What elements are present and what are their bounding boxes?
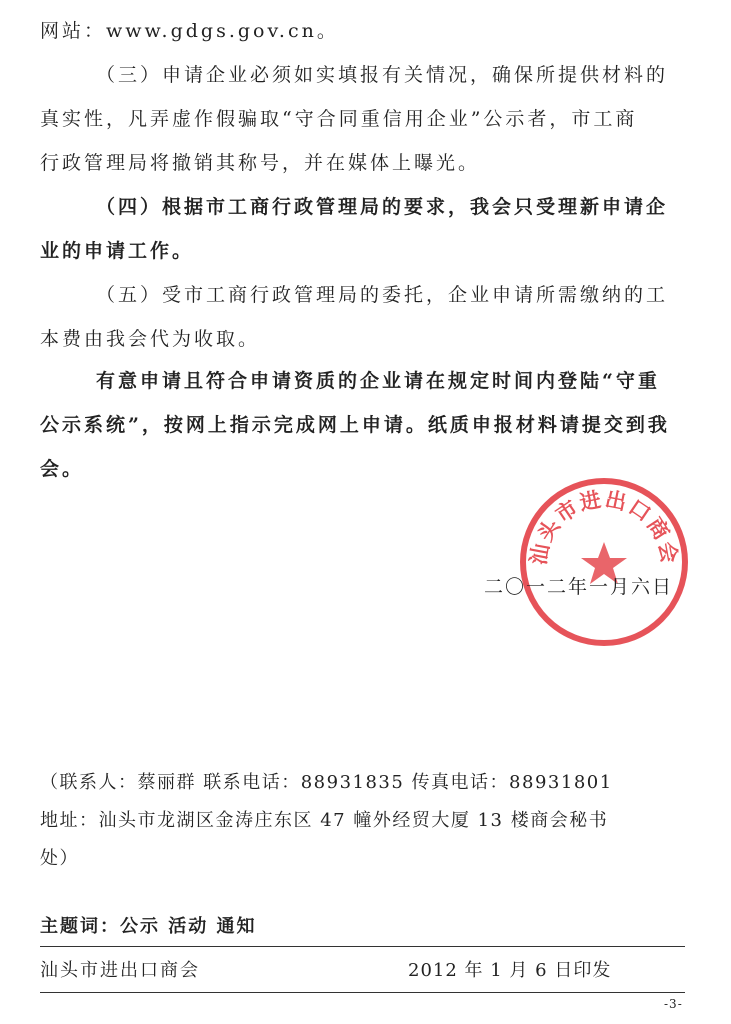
contact-line3: 处）	[40, 848, 79, 869]
issue-date: 二〇一二年一月六日	[484, 576, 674, 598]
divider-top	[40, 946, 685, 947]
contact-line1: （联系人：蔡丽群 联系电话：88931835 传真电话：88931801	[40, 772, 613, 793]
divider-bottom	[40, 992, 685, 993]
para5-line1: （五）受市工商行政管理局的委托，企业申请所需缴纳的工	[96, 284, 669, 306]
para3-line1: （三）申请企业必须如实填报有关情况，确保所提供材料的	[96, 64, 669, 86]
contact-line2: 地址：汕头市龙湖区金涛庄东区 47 幢外经贸大厦 13 楼商会秘书	[40, 810, 609, 831]
page-number: -3-	[664, 997, 683, 1011]
footer-printed-date: 2012 年 1 月 6 日印发	[408, 960, 612, 981]
closing-line3: 会。	[40, 458, 85, 480]
subject-keywords: 主题词：公示 活动 通知	[40, 916, 257, 937]
closing-line2: 公示系统”，按网上指示完成网上申请。纸质申报材料请提交到我	[40, 414, 670, 436]
para3-line2: 真实性，凡弄虚作假骗取“守合同重信用企业”公示者，市工商	[40, 108, 638, 130]
para4-line1: （四）根据市工商行政管理局的要求，我会只受理新申请企	[96, 196, 669, 218]
closing-line1: 有意申请且符合申请资质的企业请在规定时间内登陆“守重	[96, 370, 660, 392]
para3-line3: 行政管理局将撤销其称号，并在媒体上曝光。	[40, 152, 481, 174]
seal-graphic	[526, 484, 682, 640]
website-line: 网站：www.gdgs.gov.cn。	[40, 20, 339, 42]
para4-line2: 业的申请工作。	[40, 240, 195, 262]
official-seal	[520, 478, 688, 646]
seal-text: 汕头市进出口商会	[526, 487, 682, 567]
para5-line2: 本费由我会代为收取。	[40, 328, 261, 350]
footer-org: 汕头市进出口商会	[40, 960, 200, 981]
